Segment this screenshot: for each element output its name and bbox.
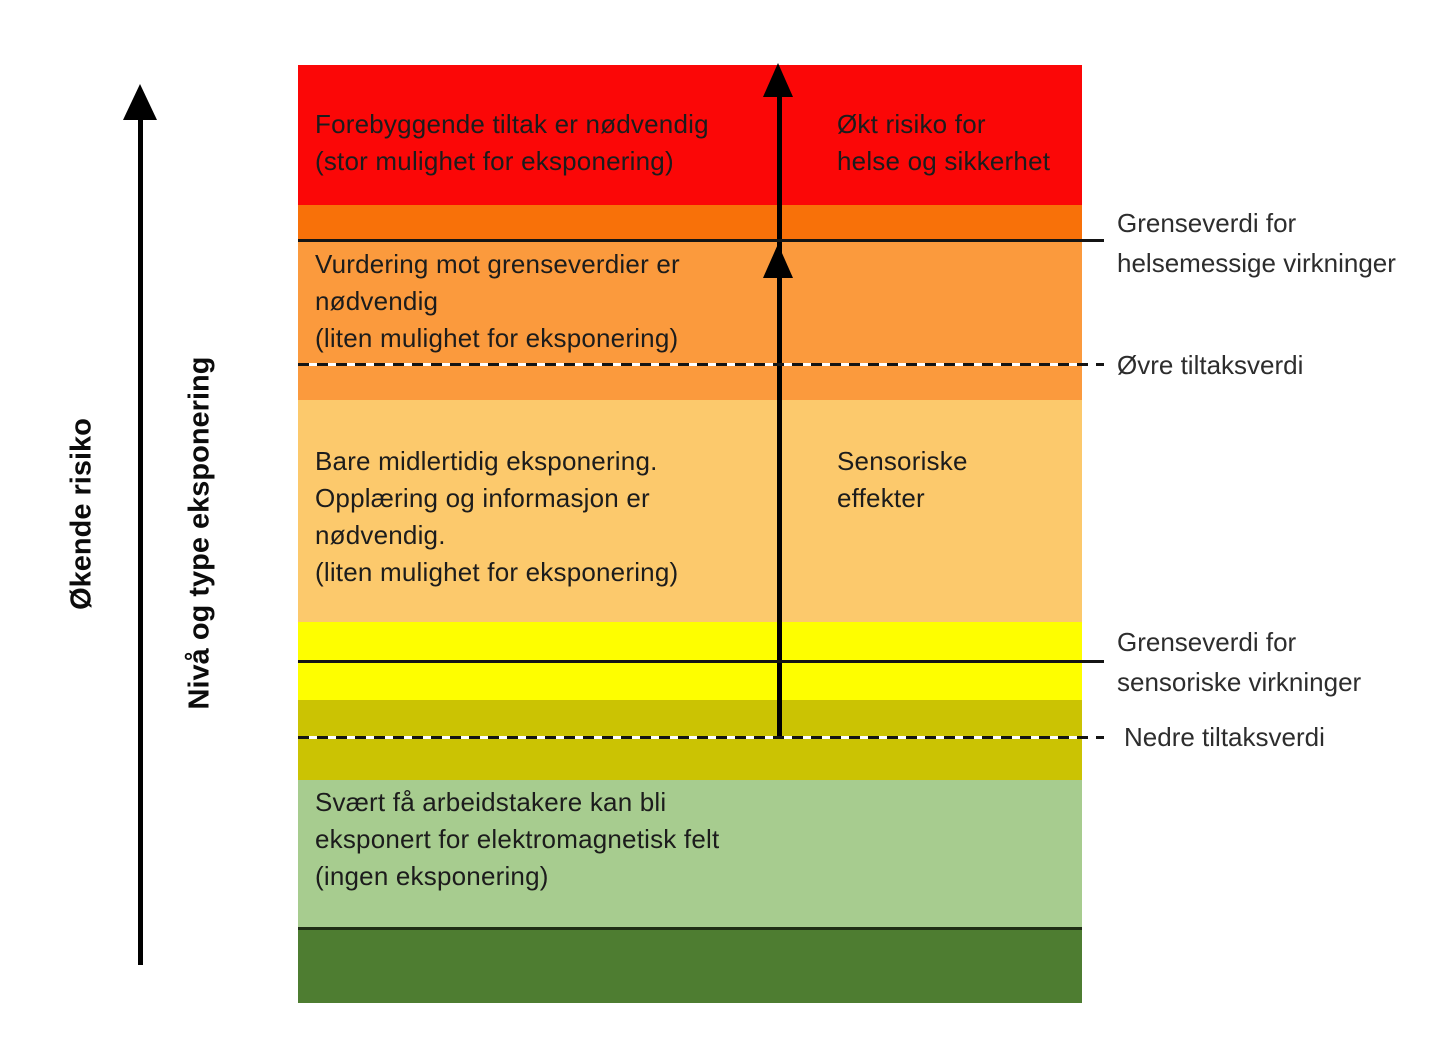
text-line: nødvendig: [315, 286, 439, 316]
text-line: Forebyggende tiltak er nødvendig: [315, 109, 709, 139]
sensory-limit-label: [1117, 622, 1361, 702]
text-line: helse og sikkerhet: [837, 146, 1051, 176]
text-line: (liten mulighet for eksponering): [315, 323, 679, 353]
text-line: Svært få arbeidstakere kan bli: [315, 787, 667, 817]
text-line: Grenseverdi for: [1117, 208, 1297, 238]
text-line: helsemessige virkninger: [1117, 248, 1396, 278]
text-line: Økt risiko for: [837, 109, 986, 139]
arrow-up-icon: [123, 84, 157, 120]
health-limit-line: [298, 239, 1104, 242]
upper-action-value-label: [1117, 345, 1303, 385]
increasing-risk-label: Økende risiko: [65, 418, 98, 610]
text-line: Øvre tiltaksverdi: [1117, 350, 1304, 380]
zone-baseline: [298, 927, 1082, 1003]
sensory-limit-line: [298, 660, 1104, 663]
lower-action-value-line: [298, 736, 1104, 739]
exposure-level-arrow-line: [777, 92, 782, 738]
text-line: Grenseverdi for: [1117, 627, 1297, 657]
zone-lower-action-area: [298, 700, 1082, 780]
arrow-up-icon: [763, 244, 793, 278]
text-line: eksponert for elektromagnetisk felt: [315, 824, 720, 854]
zone-red-right-text: [837, 106, 1050, 180]
health-limit-label: [1117, 203, 1396, 283]
text-line: Bare midlertidig eksponering.: [315, 446, 658, 476]
zone-orange-text: [315, 246, 680, 357]
text-line: (liten mulighet for eksponering): [315, 557, 679, 587]
text-line: sensoriske virkninger: [1117, 667, 1362, 697]
zone-amber-left-text: [315, 443, 678, 591]
zone-green-text: [315, 784, 719, 895]
upper-action-value-line: [298, 363, 1104, 366]
zone-red-left-text: [315, 106, 709, 180]
increasing-risk-arrow-line: [138, 112, 143, 965]
zone-above-health-limit: [298, 205, 1082, 240]
text-line: Nedre tiltaksverdi: [1124, 722, 1325, 752]
text-line: (stor mulighet for eksponering): [315, 146, 674, 176]
text-line: nødvendig.: [315, 520, 446, 550]
exposure-type-label: Nivå og type eksponering: [183, 356, 216, 710]
arrow-up-icon: [763, 63, 793, 97]
lower-action-value-label: [1124, 717, 1325, 757]
text-line: Sensoriske: [837, 446, 968, 476]
text-line: (ingen eksponering): [315, 861, 549, 891]
text-line: effekter: [837, 483, 925, 513]
text-line: Opplæring og informasjon er: [315, 483, 650, 513]
text-line: Vurdering mot grenseverdier er: [315, 249, 680, 279]
zone-amber-right-text: [837, 443, 968, 517]
